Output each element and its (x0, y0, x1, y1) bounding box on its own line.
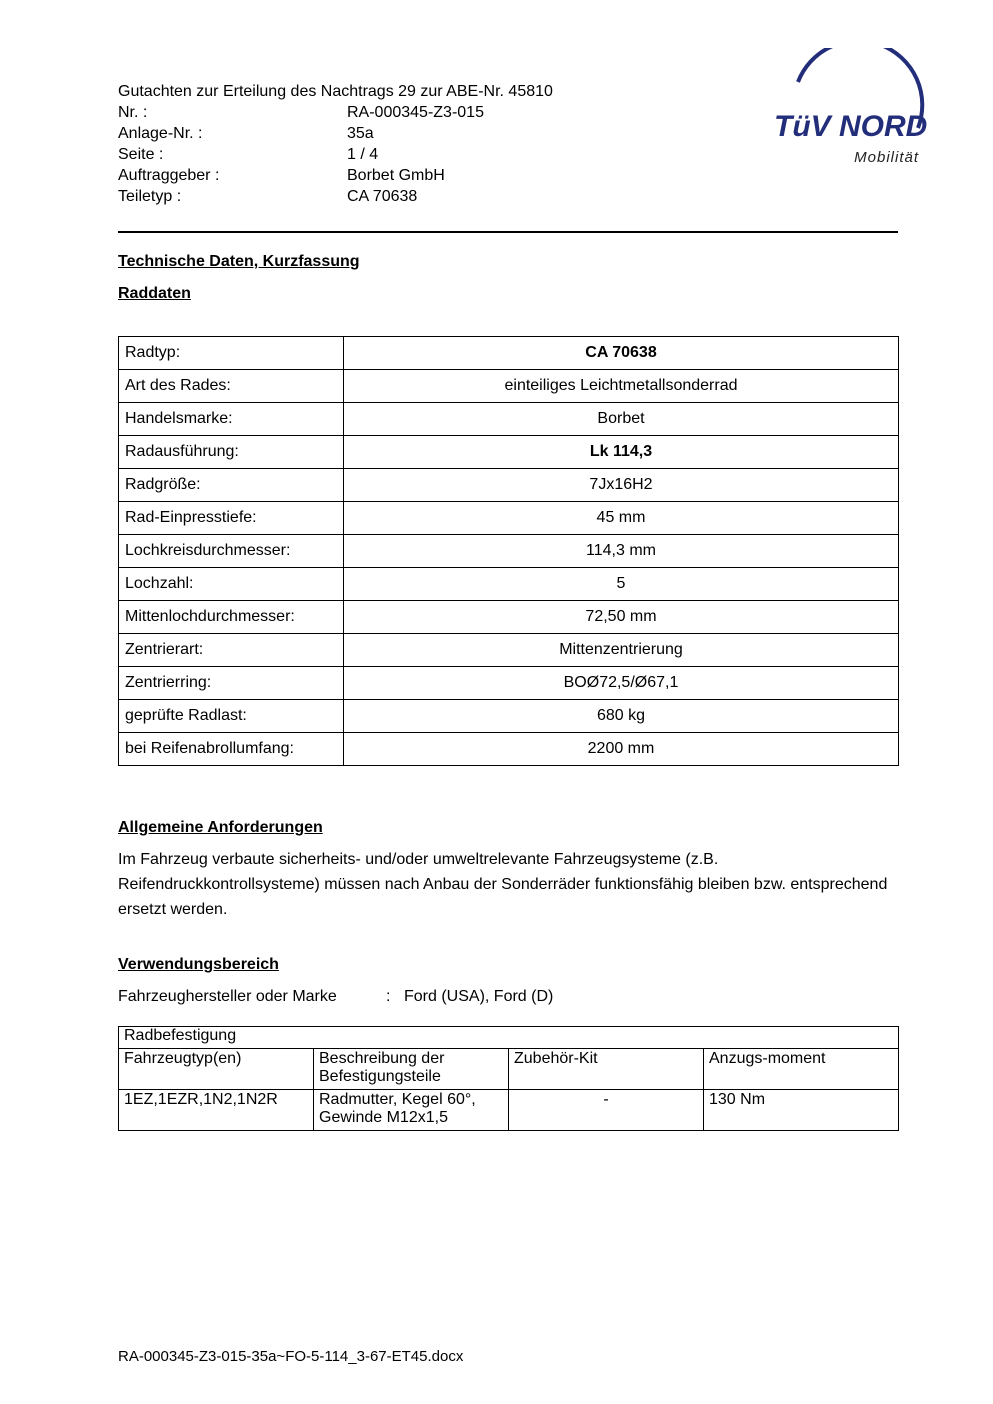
row-value: einteiliges Leichtmetallsonderrad (344, 370, 899, 403)
table-row (119, 535, 899, 568)
vehicle-maker-separator: : (386, 988, 391, 1005)
footer-filename: RA-000345-Z3-015-35a~FO-5-114_3-67-ET45.docx (118, 1348, 464, 1365)
section-heading-raddaten: Raddaten (118, 285, 191, 302)
header-field-row (118, 102, 553, 123)
section-heading-technische-daten: Technische Daten, Kurzfassung (118, 253, 360, 270)
row-label: Art des Rades: (119, 370, 344, 403)
row-label: Zentrierring: (119, 667, 344, 700)
row-value: CA 70638 (344, 337, 899, 370)
row-label: Radtyp: (119, 337, 344, 370)
row-label: Rad-Einpresstiefe: (119, 502, 344, 535)
tuv-nord-logo (748, 48, 943, 166)
row-value: 114,3 mm (344, 535, 899, 568)
row-value: Borbet (344, 403, 899, 436)
table-row (119, 337, 899, 370)
cell-beschreibung-text: Radmutter, Kegel 60°, Gewinde M12x1,5 (319, 1091, 476, 1126)
cell-beschreibung (314, 1090, 509, 1131)
table-row (119, 469, 899, 502)
row-value: 2200 mm (344, 733, 899, 766)
table-row (119, 667, 899, 700)
document-header (118, 81, 553, 207)
table-row (119, 733, 899, 766)
header-field-row (118, 144, 553, 165)
row-value: 5 (344, 568, 899, 601)
table-row (119, 436, 899, 469)
vehicle-maker-line (118, 988, 553, 1006)
table-row (119, 601, 899, 634)
logo-arc-icon (748, 48, 943, 146)
radbefestigung-table (118, 1026, 899, 1131)
row-value: BOØ72,5/Ø67,1 (344, 667, 899, 700)
header-field-label: Anlage-Nr. : (118, 125, 203, 142)
raddaten-table (118, 336, 899, 766)
header-divider (118, 231, 898, 233)
allgemeine-anforderungen-paragraph: Im Fahrzeug verbaute sicherheits- und/oder umweltrelevante Fahrzeugsysteme (z.B. Reifendruckkontrollsysteme) müssen nach Anbau der Sonderräder funktionsfähig bleiben bzw. entsprechend ersetzt werden. (118, 851, 888, 918)
header-field-value: CA 70638 (347, 188, 418, 205)
table-row (119, 370, 899, 403)
header-field-row (118, 186, 553, 207)
table-title-row (119, 1027, 899, 1049)
table-row (119, 568, 899, 601)
row-value: 7Jx16H2 (344, 469, 899, 502)
header-field-row (118, 165, 553, 186)
logo-brand-text: TüV NORD (774, 110, 928, 143)
row-label: Mittenlochdurchmesser: (119, 601, 344, 634)
header-field-value: 1 / 4 (347, 146, 379, 163)
row-label: Lochkreisdurchmesser: (119, 535, 344, 568)
vehicle-maker-value: Ford (USA), Ford (D) (404, 988, 554, 1005)
table-row (119, 1090, 899, 1131)
column-header: Zubehör-Kit (509, 1049, 704, 1090)
table-row (119, 634, 899, 667)
column-header: Fahrzeugtyp(en) (119, 1049, 314, 1090)
column-header: Anzugs-moment (704, 1049, 899, 1090)
row-label: Handelsmarke: (119, 403, 344, 436)
section-heading-verwendungsbereich: Verwendungsbereich (118, 956, 279, 973)
header-field-label: Teiletyp : (118, 188, 182, 205)
header-field-label: Seite : (118, 146, 164, 163)
table-title: Radbefestigung (119, 1027, 899, 1049)
logo-subtitle: Mobilität (854, 149, 919, 166)
header-field-value: RA-000345-Z3-015 (347, 104, 484, 121)
cell-anzugsmoment: 130 Nm (704, 1090, 899, 1131)
header-field-value: Borbet GmbH (347, 167, 445, 184)
cell-fahrzeugtyp: 1EZ,1EZR,1N2,1N2R (119, 1090, 314, 1131)
section-heading-allgemeine-anforderungen: Allgemeine Anforderungen (118, 819, 323, 836)
document-title: Gutachten zur Erteilung des Nachtrags 29 zur ABE-Nr. 45810 (118, 83, 553, 100)
row-label: Radgröße: (119, 469, 344, 502)
row-label: Lochzahl: (119, 568, 344, 601)
row-value: Mittenzentrierung (344, 634, 899, 667)
column-header: Beschreibung der Befestigungsteile (314, 1049, 509, 1090)
table-row (119, 403, 899, 436)
row-label: Zentrierart: (119, 634, 344, 667)
row-label: geprüfte Radlast: (119, 700, 344, 733)
row-value: 45 mm (344, 502, 899, 535)
header-field-label: Auftraggeber : (118, 167, 220, 184)
cell-zubehoer: - (509, 1090, 704, 1131)
header-field-row (118, 123, 553, 144)
row-value: 680 kg (344, 700, 899, 733)
header-field-label: Nr. : (118, 104, 148, 121)
row-value: Lk 114,3 (344, 436, 899, 469)
row-value: 72,50 mm (344, 601, 899, 634)
table-row (119, 700, 899, 733)
row-label: bei Reifenabrollumfang: (119, 733, 344, 766)
vehicle-maker-label: Fahrzeughersteller oder Marke (118, 988, 337, 1005)
table-row (119, 502, 899, 535)
row-label: Radausführung: (119, 436, 344, 469)
header-field-value: 35a (347, 125, 374, 142)
table-header-row (119, 1049, 899, 1090)
